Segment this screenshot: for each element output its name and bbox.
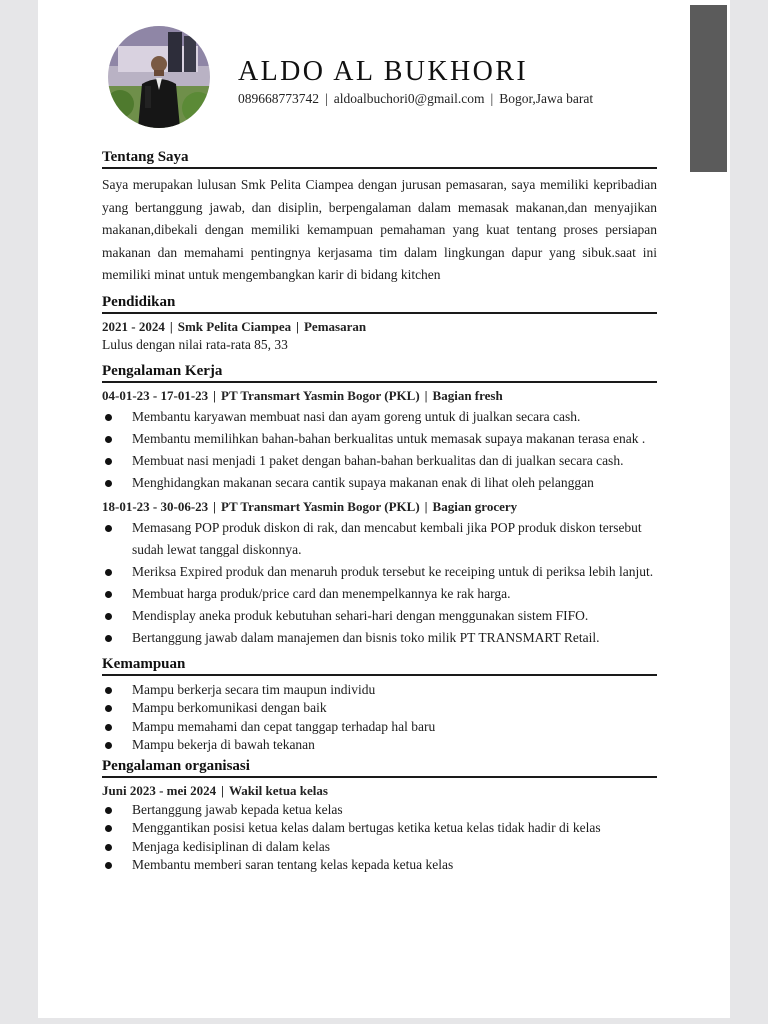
heading-separator: | bbox=[213, 498, 217, 514]
job-heading bbox=[102, 388, 657, 404]
profile-photo-image bbox=[108, 26, 210, 128]
heading-separator: | bbox=[221, 782, 224, 798]
phone-number: 089668773742 bbox=[238, 91, 319, 106]
job-duties bbox=[102, 406, 657, 494]
organization-role: Wakil ketua kelas bbox=[229, 782, 328, 798]
job-heading bbox=[102, 499, 657, 515]
section-title-about: Tentang Saya bbox=[102, 149, 657, 169]
list-item: Bertanggung jawab dalam manajemen dan bisnis toko milik PT TRANSMART Retail. bbox=[102, 627, 657, 649]
education-major: Pemasaran bbox=[303, 318, 367, 334]
heading-separator: | bbox=[424, 387, 428, 403]
candidate-name: ALDO AL BUKHORI bbox=[238, 56, 529, 87]
section-title-experience: Pengalaman Kerja bbox=[102, 363, 657, 383]
scrollbar-thumb[interactable] bbox=[690, 5, 727, 172]
education-note: Lulus dengan nilai rata-rata 85, 33 bbox=[102, 336, 288, 352]
heading-separator: | bbox=[296, 318, 299, 334]
list-item: Menghidangkan makanan secara cantik supaya makanan enak di lihat oleh pelanggan bbox=[102, 472, 657, 494]
organization-section bbox=[102, 758, 657, 875]
education-section bbox=[102, 294, 657, 353]
contact-line bbox=[238, 91, 593, 107]
job-company: PT Transmart Yasmin Bogor (PKL) bbox=[221, 387, 420, 403]
job-entry bbox=[102, 388, 657, 494]
profile-photo bbox=[108, 26, 210, 128]
cv-content bbox=[102, 149, 657, 875]
education-period: 2021 - 2024 bbox=[102, 318, 165, 334]
list-item: Membantu karyawan membuat nasi dan ayam goreng untuk di jualkan secara cash. bbox=[102, 406, 657, 428]
job-period: 04-01-23 - 17-01-23 bbox=[102, 387, 209, 403]
job-company: PT Transmart Yasmin Bogor (PKL) bbox=[221, 498, 420, 514]
about-text: Saya merupakan lulusan Smk Pelita Ciampea dengan jurusan pemasaran, saya memiliki kepribadian yang bertanggung jawab, dan disiplin, berpengalaman dalam memasak makanan,dan menyajikan makanan,dibekali dengan memiliki kemampuan pemahaman yang kuat tentang proses persiapan makanan dan memahami pentingnya kerjasama tim dalam lingkungan dapur yang sibuk.saat ini memiliki minat untuk mengembangkan karir di bidang kitchen bbox=[102, 177, 657, 283]
job-period: 18-01-23 - 30-06-23 bbox=[102, 498, 209, 514]
job-role: Bagian fresh bbox=[432, 387, 503, 403]
list-item: Memasang POP produk diskon di rak, dan mencabut kembali jika POP produk diskon tersebut sudah lewat tanggal diskonnya. bbox=[102, 517, 657, 561]
experience-section bbox=[102, 363, 657, 649]
job-duties bbox=[102, 517, 657, 649]
section-title-skills: Kemampuan bbox=[102, 656, 657, 676]
organization-period: Juni 2023 - mei 2024 bbox=[102, 782, 217, 798]
skills-section bbox=[102, 656, 657, 755]
section-title-education: Pendidikan bbox=[102, 294, 657, 314]
list-item: Membuat harga produk/price card dan menempelkannya ke rak harga. bbox=[102, 583, 657, 605]
list-item: Mampu bekerja di bawah tekanan bbox=[102, 736, 657, 755]
list-item: Membuat nasi menjadi 1 paket dengan bahan-bahan berkualitas dan di jualkan secara cash. bbox=[102, 450, 657, 472]
email-address: aldoalbuchori0@gmail.com bbox=[333, 91, 485, 106]
list-item: Mampu memahami dan cepat tanggap terhadap hal baru bbox=[102, 718, 657, 737]
cv-page bbox=[38, 0, 730, 1018]
organization-heading bbox=[102, 783, 657, 799]
contact-separator: | bbox=[490, 91, 494, 106]
education-school: Smk Pelita Ciampea bbox=[177, 318, 292, 334]
list-item: Meriksa Expired produk dan menaruh produk tersebut ke receiping untuk di periksa lebih lanjut. bbox=[102, 561, 657, 583]
list-item: Menggantikan posisi ketua kelas dalam bertugas ketika ketua kelas tidak hadir di kelas bbox=[102, 819, 657, 838]
list-item: Mampu berkomunikasi dengan baik bbox=[102, 699, 657, 718]
job-entry bbox=[102, 499, 657, 649]
organization-duties bbox=[102, 801, 657, 875]
list-item: Bertanggung jawab kepada ketua kelas bbox=[102, 801, 657, 820]
heading-separator: | bbox=[169, 318, 173, 334]
list-item: Mampu berkerja secara tim maupun individu bbox=[102, 681, 657, 700]
list-item: Menjaga kedisiplinan di dalam kelas bbox=[102, 838, 657, 857]
list-item: Membantu memberi saran tentang kelas kepada ketua kelas bbox=[102, 856, 657, 875]
location: Bogor,Jawa barat bbox=[499, 91, 594, 106]
heading-separator: | bbox=[213, 387, 217, 403]
education-heading bbox=[102, 319, 657, 335]
heading-separator: | bbox=[424, 498, 428, 514]
list-item: Membantu memilihkan bahan-bahan berkualitas untuk memasak supaya makanan terasa enak . bbox=[102, 428, 657, 450]
job-role: Bagian grocery bbox=[432, 498, 518, 514]
list-item: Mendisplay aneka produk kebutuhan sehari-hari dengan menggunakan sistem FIFO. bbox=[102, 605, 657, 627]
about-section bbox=[102, 149, 657, 287]
section-title-organization: Pengalaman organisasi bbox=[102, 758, 657, 778]
skills-list bbox=[102, 681, 657, 755]
contact-separator: | bbox=[325, 91, 328, 106]
